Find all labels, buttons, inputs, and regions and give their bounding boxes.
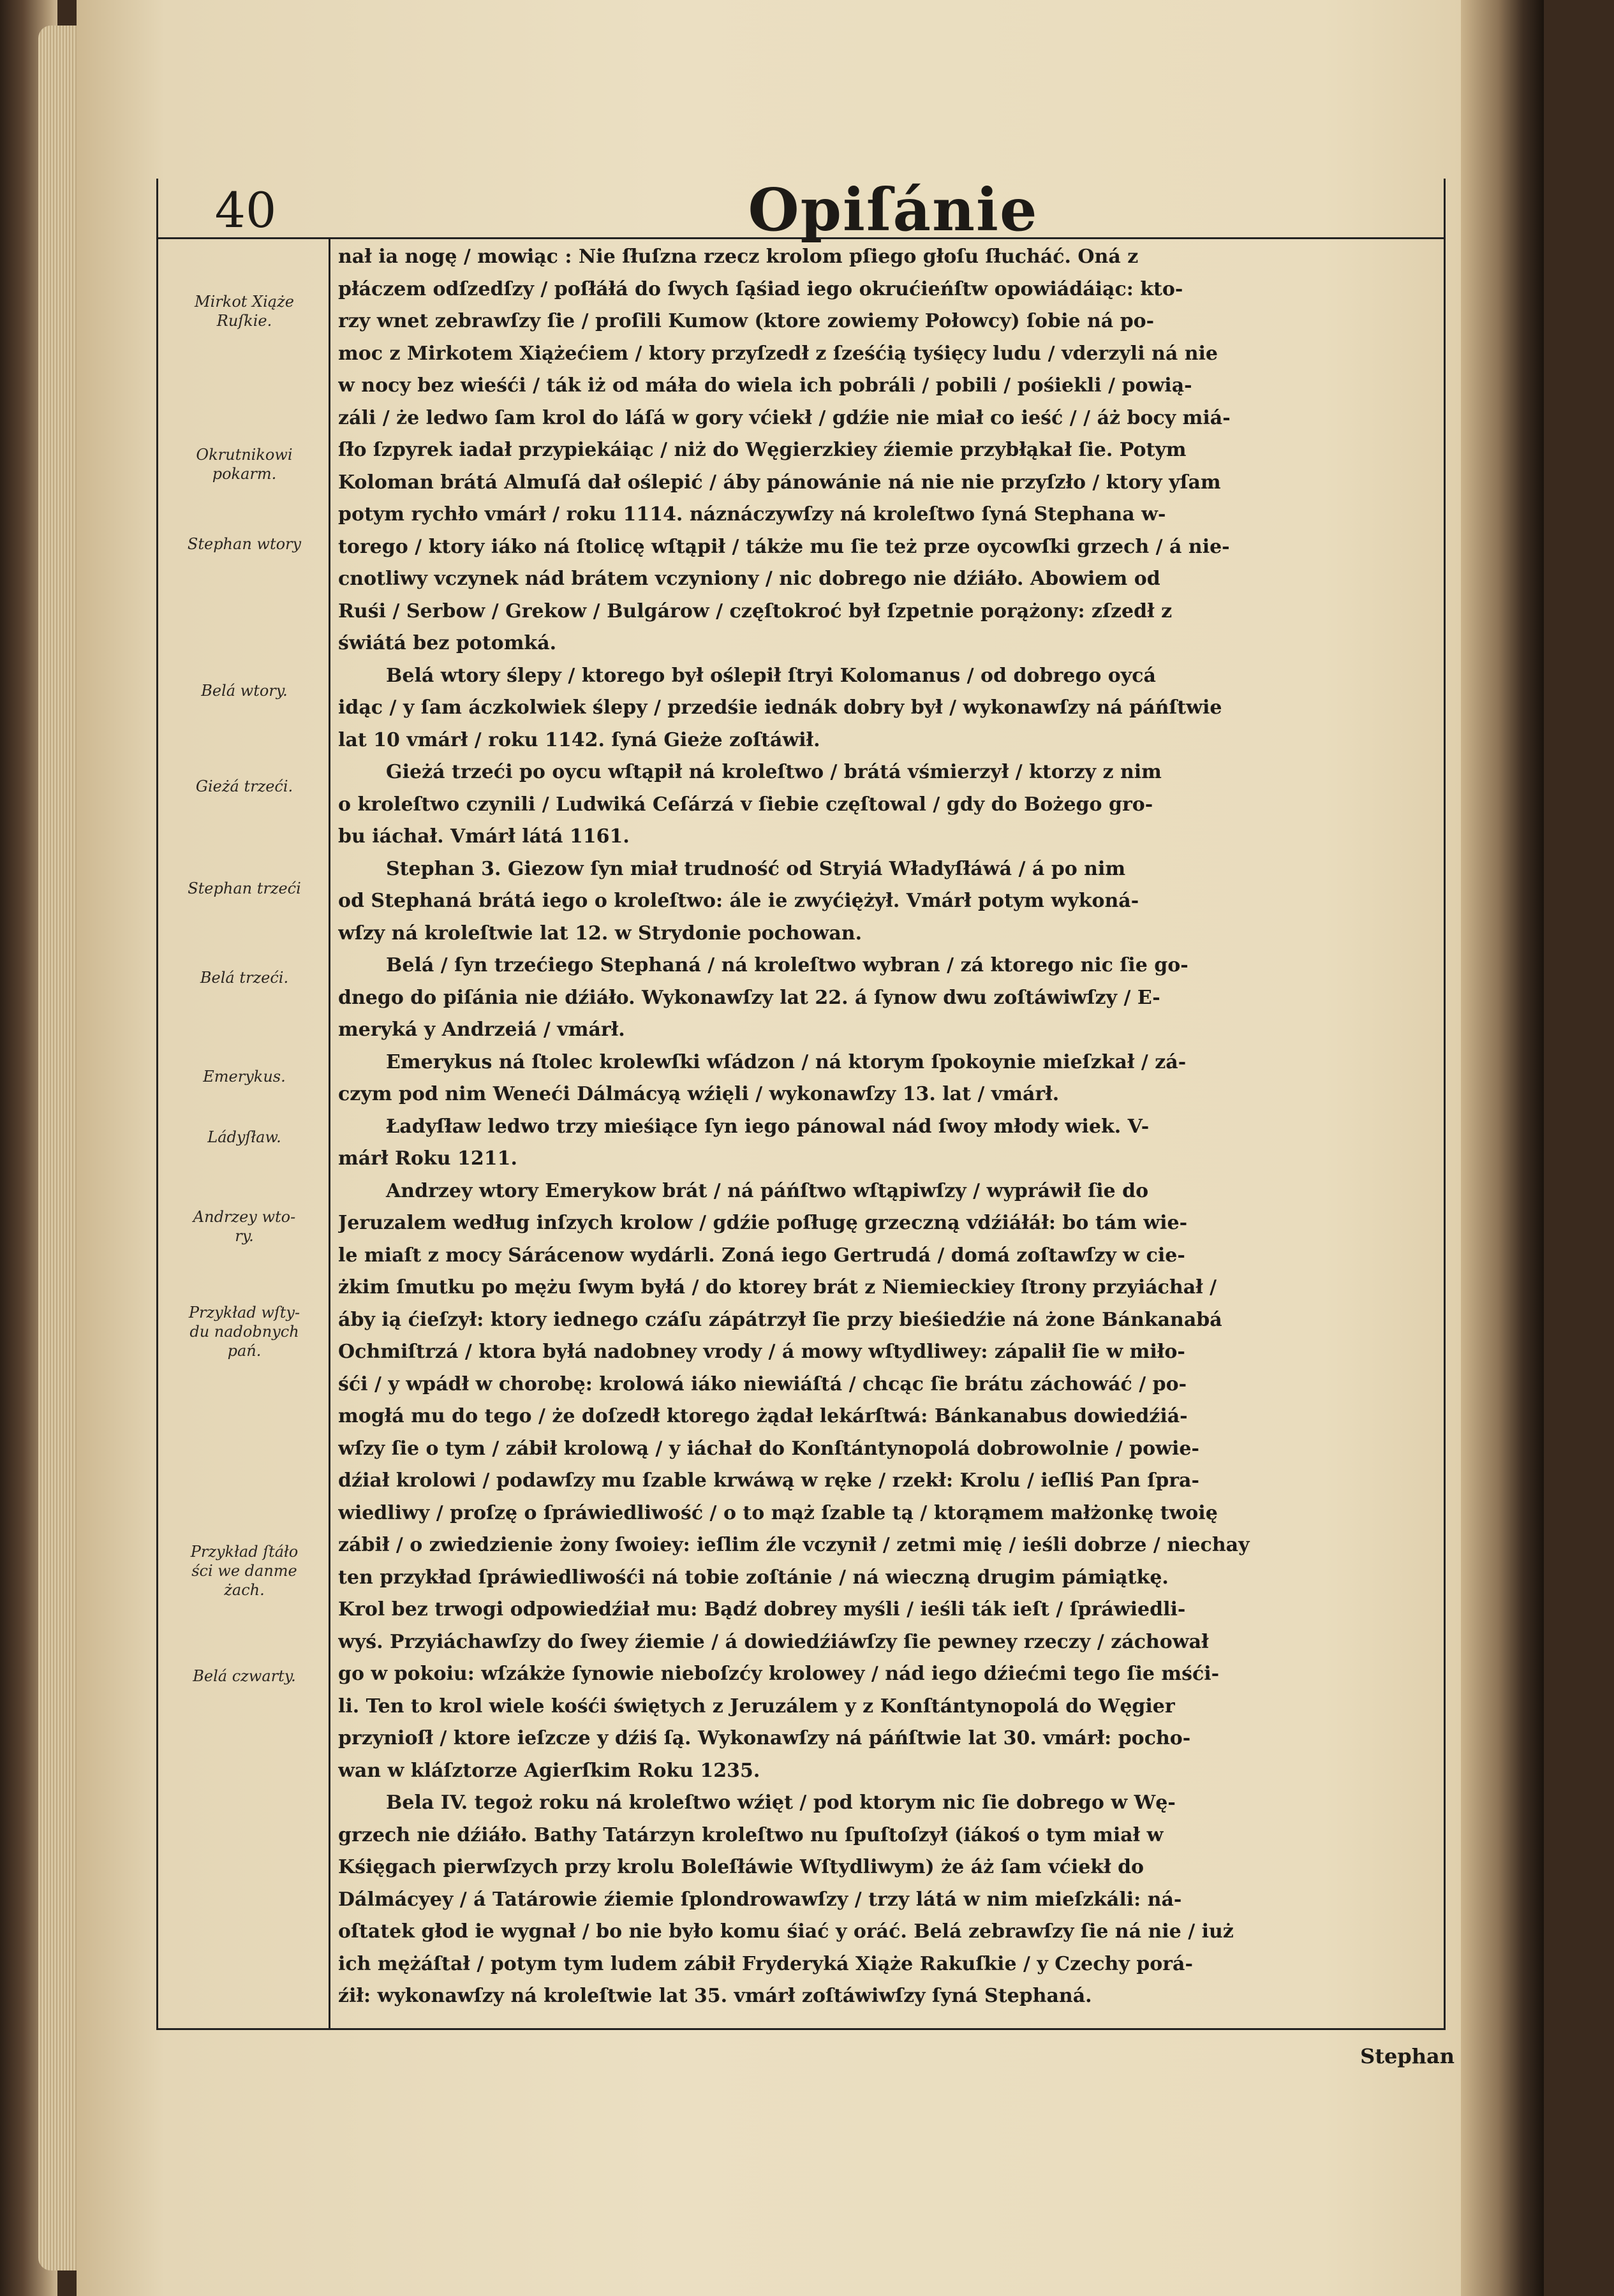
text-line: idąc / y ſam áczkolwiek ślepy / przedśie iednák dobry był / wykonawſzy ná páńſtwie (338, 696, 1222, 719)
side-note (161, 879, 328, 898)
margin-rule (329, 237, 330, 2028)
text-line: Belá / ſyn trzećiego Stephaná / ná kroleſtwo wybran / zá ktorego nic ſie go- (386, 954, 1188, 976)
text-line: Emerykus ná ſtolec krolewſki wſádzon / ná ktorym ſpokoynie mieſzkał / zá- (386, 1050, 1187, 1073)
side-note-line: Mirkot Xiąże (195, 293, 294, 311)
text-line: márł Roku 1211. (338, 1147, 517, 1170)
text-line: świátá bez potomká. (338, 632, 557, 654)
page-gutter (1461, 0, 1544, 2296)
text-line: Ładyſław ledwo trzy mieśiące ſyn iego pánowal nád ſwoy młody wiek. V- (386, 1115, 1150, 1138)
body-text (338, 241, 1435, 2013)
text-line: mogłá mu do tego / że doſzedł ktorego żądał lekárſtwá: Bánkanabus dowiedźiá- (338, 1405, 1188, 1427)
text-line: przynioſł / ktore ieſzcze y dźiś ſą. Wykonawſzy ná páńſtwie lat 30. vmárł: pocho- (338, 1727, 1191, 1749)
text-line: lat 10 vmárł / roku 1142. ſyná Gieże zoſtáwił. (338, 728, 820, 751)
text-line: wiedliwy / proſzę o ſpráwiedliwość / o to mąż ſzable tą / ktorąmem małżonkę twoię (338, 1501, 1218, 1524)
side-note (161, 1667, 328, 1686)
text-line: grzech nie dźiáło. Bathy Tatárzyn kroleſtwo nu ſpuſtoſzył (iákoś o tym miał w (338, 1823, 1164, 1846)
text-line: li. Ten to krol wiele kośći świętych z Jeruzálem y z Konſtántynopolá do Węgier (338, 1695, 1175, 1718)
text-line: wan w kláſztorze Agierſkim Roku 1235. (338, 1759, 760, 1782)
side-note-line: żach. (224, 1581, 265, 1599)
text-line: ten przykład ſpráwiedliwośći ná tobie zoſtánie / ná wieczną drugim pámiątkę. (338, 1566, 1169, 1589)
side-note (161, 1207, 328, 1246)
text-line: wſzy ná kroleſtwie lat 12. w Strydonie pochowan. (338, 922, 863, 945)
side-note-line: Ládyſław. (207, 1128, 281, 1146)
text-line: Andrzey wtory Emerykow brát / ná páńſtwo wſtąpiwſzy / wypráwił ſie do (386, 1179, 1149, 1202)
text-line: w nocy bez wieśći / ták iż od máła do wiela ich pobráli / pobili / pośiekli / powią- (338, 374, 1192, 397)
side-note (161, 777, 328, 796)
text-line: od Stephaná brátá iego o kroleſtwo: ále ie zwyćiężył. Vmárł potym wykoná- (338, 890, 1139, 912)
side-note (161, 1128, 328, 1147)
side-note-line: Stephan trzeći (188, 879, 301, 897)
text-line: Krol bez trwogi odpowiedźiał mu: Bądź dobrey myśli / ieśli ták ieſt / ſpráwiedli- (338, 1598, 1186, 1621)
side-note (161, 1542, 328, 1600)
text-line: Ruśi / Serbow / Grekow / Bulgárow / częſtokroć był ſzpetnie porążony: zſzedł z (338, 600, 1173, 622)
text-line: záli / że ledwo ſam krol do láſá w gory vćiekł / gdźie nie miał co ieść / / áż bocy miá- (338, 406, 1231, 429)
text-line: ſło ſzpyrek iadał przypiekáiąc / niż do Węgierzkiey źiemie przybłąkał ſie. Potym (338, 439, 1187, 461)
text-line: żkim ſmutku po mężu ſwym byłá / do ktorey brát z Niemieckiey ſtrony przyiáchał / (338, 1276, 1217, 1299)
text-line: rzy wnet zebrawſzy ſie / proſili Kumow (ktore zowiemy Połowcy) ſobie ná po- (338, 310, 1155, 332)
side-note-line: Belá trzeći. (200, 969, 289, 987)
text-line: Dálmácyey / á Tatárowie źiemie ſplondrowawſzy / trzy látá w nim mieſzkáli: ná- (338, 1888, 1182, 1911)
side-note-line: Emerykus. (203, 1068, 286, 1085)
text-line: Jeruzalem według inſzych krolow / gdźie poſługę grzeczną vdźiáłáł: bo tám wie- (338, 1212, 1188, 1234)
side-note-line: ry. (235, 1227, 254, 1245)
side-note (161, 681, 328, 700)
text-line: Belá wtory ślepy / ktorego był oślepił ſtryi Kolomanus / od dobrego oycá (386, 664, 1156, 687)
side-note (161, 968, 328, 987)
text-line: áby ią ćieſzył: ktory iednego czáſu zápátrzył ſie przy bieśiedźie ná żone Bánkanabá (338, 1308, 1222, 1331)
text-line: wſzy ſie o tym / zábił krolową / y iáchał do Konſtántynopolá dobrowolnie / powie- (338, 1437, 1199, 1460)
text-line: potym rychło vmárł / roku 1114. náznáczywſzy ná kroleſtwo ſyná Stephana w- (338, 503, 1166, 526)
side-note-line: Ruſkie. (216, 312, 272, 330)
running-title: Opiſánie (748, 175, 1039, 244)
side-note (161, 1067, 328, 1086)
side-note (161, 292, 328, 330)
text-line: ich mężáſtał / potym tym ludem zábił Fryderyká Xiąże Rakuſkie / y Czechy porá- (338, 1952, 1193, 1975)
text-line: dźiał krolowi / podawſzy mu ſzable krwáwą w ręke / rzekł: Krolu / ieſliś Pan ſpra- (338, 1469, 1199, 1492)
text-line: źił: wykonawſzy ná kroleſtwie lat 35. vmárł zoſtáwiwſzy ſyná Stephaná. (338, 1985, 1092, 2007)
text-line: płáczem odſzedſzy / poſłáłá do ſwych ſąśiad iego okrućieńſtw opowiádáiąc: kto- (338, 277, 1183, 300)
side-note (161, 1303, 328, 1360)
side-note (161, 445, 328, 483)
text-line: czym pod nim Weneći Dálmácyą wźięli / wykonawſzy 13. lat / vmárł. (338, 1083, 1060, 1105)
text-line: wyś. Przyiáchawſzy do ſwey źiemie / á dowiedźiáwſzy ſie pewney rzeczy / záchował (338, 1630, 1209, 1653)
text-line: bu iáchał. Vmárł látá 1161. (338, 825, 630, 848)
text-line: Ochmiſtrzá / ktora byłá nadobney vrody / á mowy wſtydliwey: zápalił ſie w miło- (338, 1341, 1185, 1363)
text-line: śći / y wpádł w chorobę: krolowá iáko niewiáſtá / chcąc ſie brátu záchowáć / po- (338, 1372, 1187, 1395)
side-note-line: Belá wtory. (201, 682, 288, 700)
text-line: torego / ktory iáko ná ſtolicę wſtąpił / tákże mu ſie też prze oycowſki grzech / á nie- (338, 535, 1230, 558)
page-number: 40 (214, 182, 277, 239)
text-line: meryká y Andrzeiá / vmárł. (338, 1019, 625, 1041)
text-line: o kroleſtwo czynili / Ludwiká Ceſárzá v ſiebie częſtowal / gdy do Bożego gro- (338, 793, 1153, 816)
text-line: go w pokoiu: wſzákże ſynowie nieboſzćy krolowey / nád iego dźiećmi tego ſie mśći- (338, 1663, 1220, 1685)
text-line: zábił / o zwiedzienie żony ſwoiey: ieſlim źle vczynił / zetmi mię / ieśli dobrze / niechay (338, 1534, 1250, 1556)
side-note-line: Gieżá trzeći. (195, 777, 293, 795)
text-line: le miaſt z mocy Sárácenow wydárli. Zoná iego Gertrudá / domá zoſtawſzy w cie- (338, 1244, 1185, 1267)
side-note (161, 534, 328, 554)
text-line: dnego do piſánia nie dźiáło. Wykonawſzy lat 22. á ſynow dwu zoſtáwiwſzy / E- (338, 986, 1160, 1009)
text-line: nał ia nogę / mowiąc : Nie ſłuſzna rzecz krolom pſiego głoſu ſłucháć. Oná z (338, 246, 1139, 268)
side-note-line: pokarm. (212, 465, 277, 483)
side-note-line: du nadobnych (189, 1323, 299, 1341)
text-line: cnotliwy vczynek nád brátem vczyniony / nic dobrego nie dźiáło. Abowiem od (338, 568, 1160, 590)
text-line: moc z Mirkotem Xiążećiem / ktory przyſzedł z ſześćią tyśięcy ludu / vderzyli ná nie (338, 342, 1218, 365)
side-note-line: Przykład wſty- (188, 1304, 300, 1321)
side-note-line: Belá czwarty. (193, 1667, 296, 1685)
side-note-line: Andrzey wto- (193, 1208, 296, 1226)
text-line: oſtatek głod ie wygnał / bo nie było komu śiać y oráć. Belá zebrawſzy ſie ná nie / iuż (338, 1920, 1234, 1943)
side-note-line: Przykład ſtáło (190, 1543, 299, 1561)
side-note-line: ści we danme (191, 1562, 297, 1580)
side-note-line: Stephan wtory (187, 535, 302, 553)
side-note-line: pań. (227, 1342, 262, 1360)
text-line: Bela IV. tegoż roku ná kroleſtwo wźięt / pod ktorym nic ſie dobrego w Wę- (386, 1792, 1176, 1814)
side-note-line: Okrutnikowi (196, 446, 293, 464)
text-line: Koloman brátá Almuſá dał oślepić / áby pánowánie ná nie nie przyſzło / ktory yſam (338, 471, 1221, 494)
catchword: Stephan (1360, 2044, 1455, 2068)
text-line: Gieżá trzeći po oycu wſtąpił ná kroleſtwo / brátá vśmierzył / ktorzy z nim (386, 761, 1162, 783)
text-line: Kśięgach pierwſzych przy krolu Boleſłáwie Wſtydliwym) że áż ſam vćiekł do (338, 1856, 1144, 1878)
text-line: Stephan 3. Giezow ſyn miał trudność od Stryiá Władyſłáwá / á po nim (386, 857, 1126, 880)
